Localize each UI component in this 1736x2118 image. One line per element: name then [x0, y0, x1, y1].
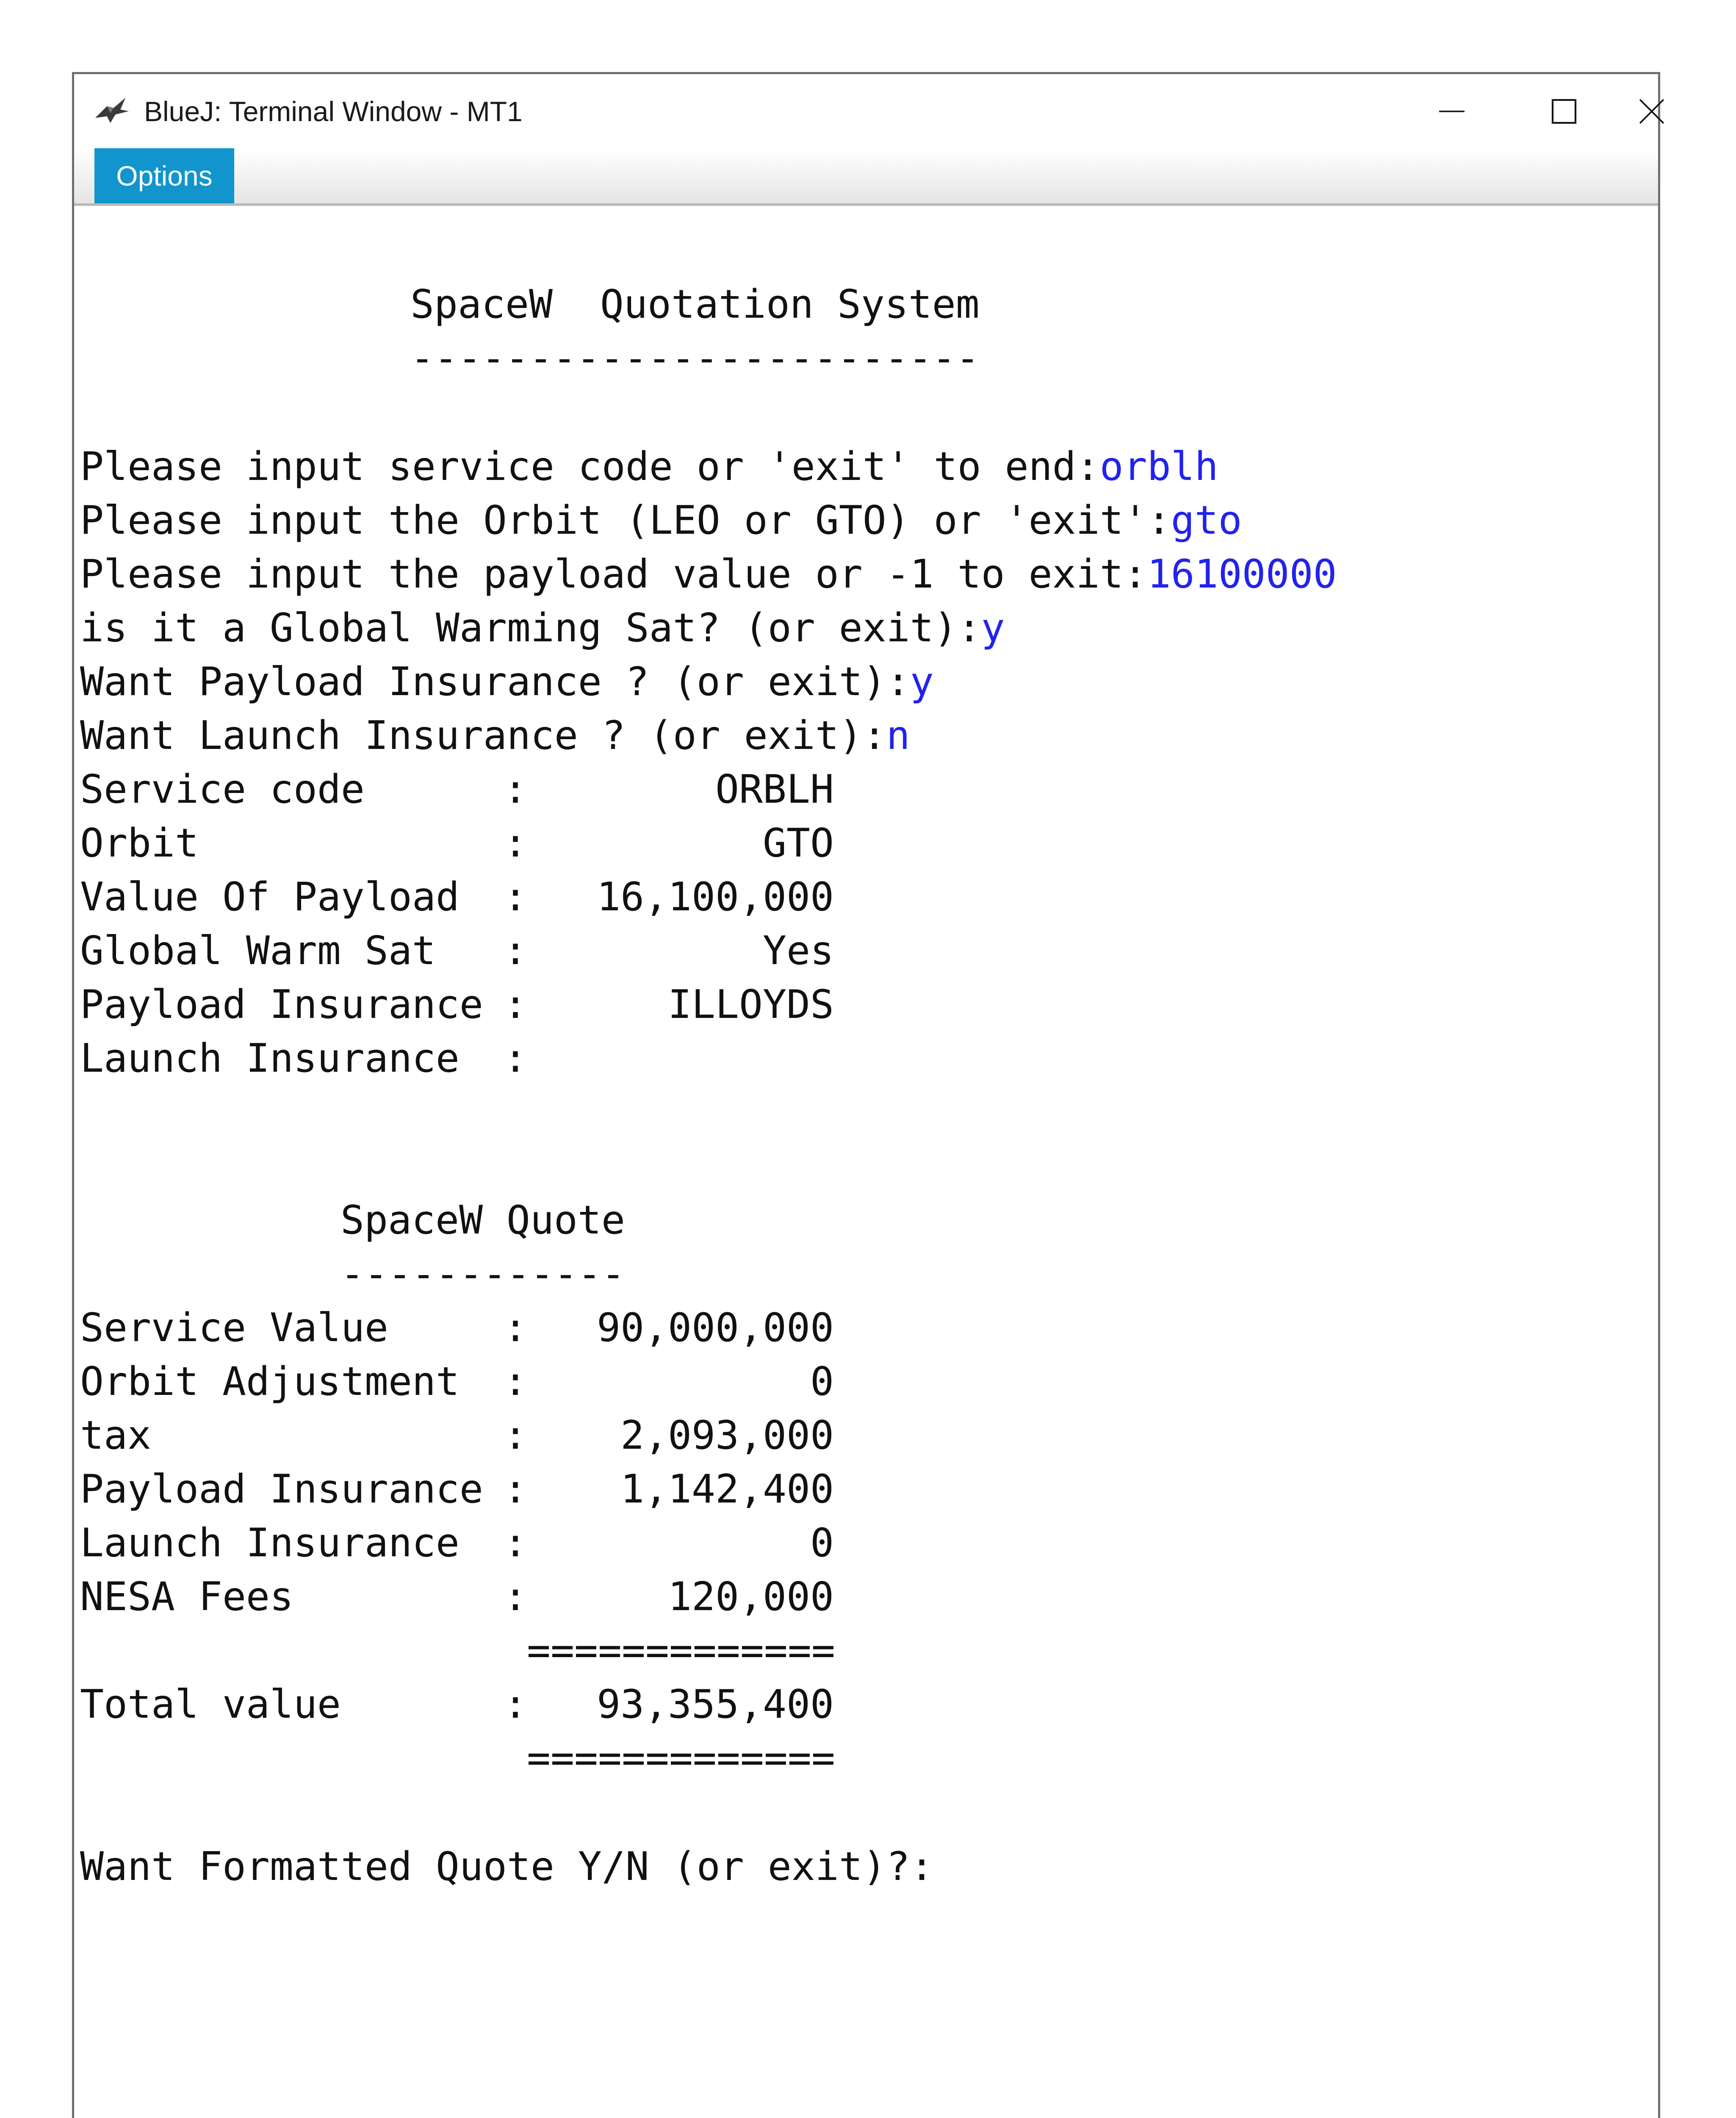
- row-separator: :: [504, 1574, 527, 1619]
- row-separator: :: [504, 1466, 527, 1512]
- prompt-line: [80, 547, 1337, 601]
- row-value: 1,142,400: [620, 1466, 834, 1512]
- row-label: Launch Insurance: [80, 1035, 460, 1081]
- row-label: Total value: [80, 1681, 341, 1727]
- menu-bar: [74, 148, 1658, 206]
- options-menu[interactable]: Options: [94, 148, 234, 203]
- row-separator: :: [504, 1358, 527, 1404]
- summary-row: [80, 762, 834, 816]
- row-separator: :: [504, 1520, 527, 1566]
- prompt-line: [80, 709, 910, 762]
- terminal-output: [80, 252, 1654, 2118]
- row-separator: :: [504, 1412, 527, 1458]
- maximize-icon: [1551, 99, 1577, 124]
- terminal-window: [72, 72, 1660, 2118]
- row-separator: :: [504, 981, 527, 1027]
- prompt-text: Please input the payload value or -1 to exit:: [80, 551, 1147, 597]
- row-value: Yes: [763, 928, 834, 973]
- header-rule: ------------------------: [410, 335, 980, 381]
- window-title: BlueJ: Terminal Window - MT1: [144, 96, 523, 127]
- row-label: Orbit: [80, 820, 199, 866]
- summary-row: [80, 924, 834, 978]
- row-value: ILLOYDS: [668, 981, 834, 1027]
- row-value: 2,093,000: [620, 1412, 834, 1458]
- prompt-line: [80, 493, 1242, 547]
- prompt-line: [80, 601, 1005, 655]
- close-button[interactable]: [1622, 74, 1681, 148]
- row-value: 0: [810, 1358, 834, 1404]
- row-value: 90,000,000: [597, 1305, 834, 1350]
- prompt-text: Please input the Orbit (LEO or GTO) or 'exit':: [80, 497, 1171, 543]
- row-value: 93,355,400: [597, 1681, 834, 1727]
- minimize-icon: [1439, 99, 1465, 124]
- close-icon: [1639, 98, 1665, 125]
- quote-row: [80, 1301, 834, 1355]
- quote-title: SpaceW Quote: [341, 1197, 625, 1243]
- summary-row: [80, 870, 834, 924]
- quote-row: [80, 1570, 834, 1624]
- maximize-button[interactable]: [1508, 74, 1620, 148]
- row-label: tax: [80, 1412, 151, 1458]
- user-input-text: gto: [1171, 497, 1242, 543]
- user-input-text: 16100000: [1147, 551, 1337, 597]
- minimize-button[interactable]: [1395, 74, 1508, 148]
- summary-row: [80, 1031, 834, 1085]
- user-input-text: y: [981, 605, 1005, 651]
- prompt-line: [80, 440, 1218, 493]
- summary-row: [80, 816, 834, 870]
- total-rule-top: =============: [527, 1627, 835, 1673]
- prompt-line: [80, 655, 934, 709]
- header-title: SpaceW Quotation System: [410, 281, 980, 327]
- prompt-text: is it a Global Warming Sat? (or exit):: [80, 605, 981, 651]
- row-separator: :: [504, 1035, 527, 1081]
- summary-row: [80, 978, 834, 1031]
- row-value: 0: [810, 1520, 834, 1566]
- row-separator: :: [504, 820, 527, 866]
- prompt-text: Please input service code or 'exit' to end:: [80, 444, 1100, 489]
- row-label: Launch Insurance: [80, 1520, 460, 1566]
- final-prompt: Want Formatted Quote Y/N (or exit)?:: [80, 1844, 934, 1889]
- row-label: Global Warm Sat: [80, 928, 436, 973]
- row-label: Value Of Payload: [80, 874, 460, 920]
- bluej-bird-icon: [92, 91, 132, 131]
- row-label: Payload Insurance: [80, 981, 483, 1027]
- prompt-text: Want Launch Insurance ? (or exit):: [80, 712, 886, 758]
- row-separator: :: [504, 874, 527, 920]
- total-rule-bottom: =============: [527, 1735, 835, 1781]
- prompt-text: Want Payload Insurance ? (or exit):: [80, 659, 910, 704]
- quote-row: [80, 1462, 834, 1516]
- row-label: Payload Insurance: [80, 1466, 483, 1512]
- row-value: 16,100,000: [597, 874, 834, 920]
- row-label: Service code: [80, 766, 365, 812]
- quote-row: [80, 1516, 834, 1570]
- quote-row: [80, 1355, 834, 1408]
- user-input-text: n: [886, 712, 910, 758]
- row-separator: :: [504, 1305, 527, 1350]
- row-label: Orbit Adjustment: [80, 1358, 460, 1404]
- row-separator: :: [504, 1681, 527, 1727]
- row-separator: :: [504, 766, 527, 812]
- user-input-text: y: [910, 659, 934, 704]
- row-separator: :: [504, 928, 527, 973]
- row-value: ORBLH: [715, 766, 834, 812]
- row-label: NESA Fees: [80, 1574, 293, 1619]
- quote-rule: ------------: [341, 1251, 625, 1297]
- user-input-text: orblh: [1099, 444, 1218, 489]
- quote-row: [80, 1408, 834, 1462]
- title-bar[interactable]: [74, 74, 1658, 148]
- row-label: Service Value: [80, 1305, 388, 1350]
- row-value: GTO: [763, 820, 834, 866]
- row-value: 120,000: [668, 1574, 834, 1619]
- total-row: [80, 1677, 834, 1731]
